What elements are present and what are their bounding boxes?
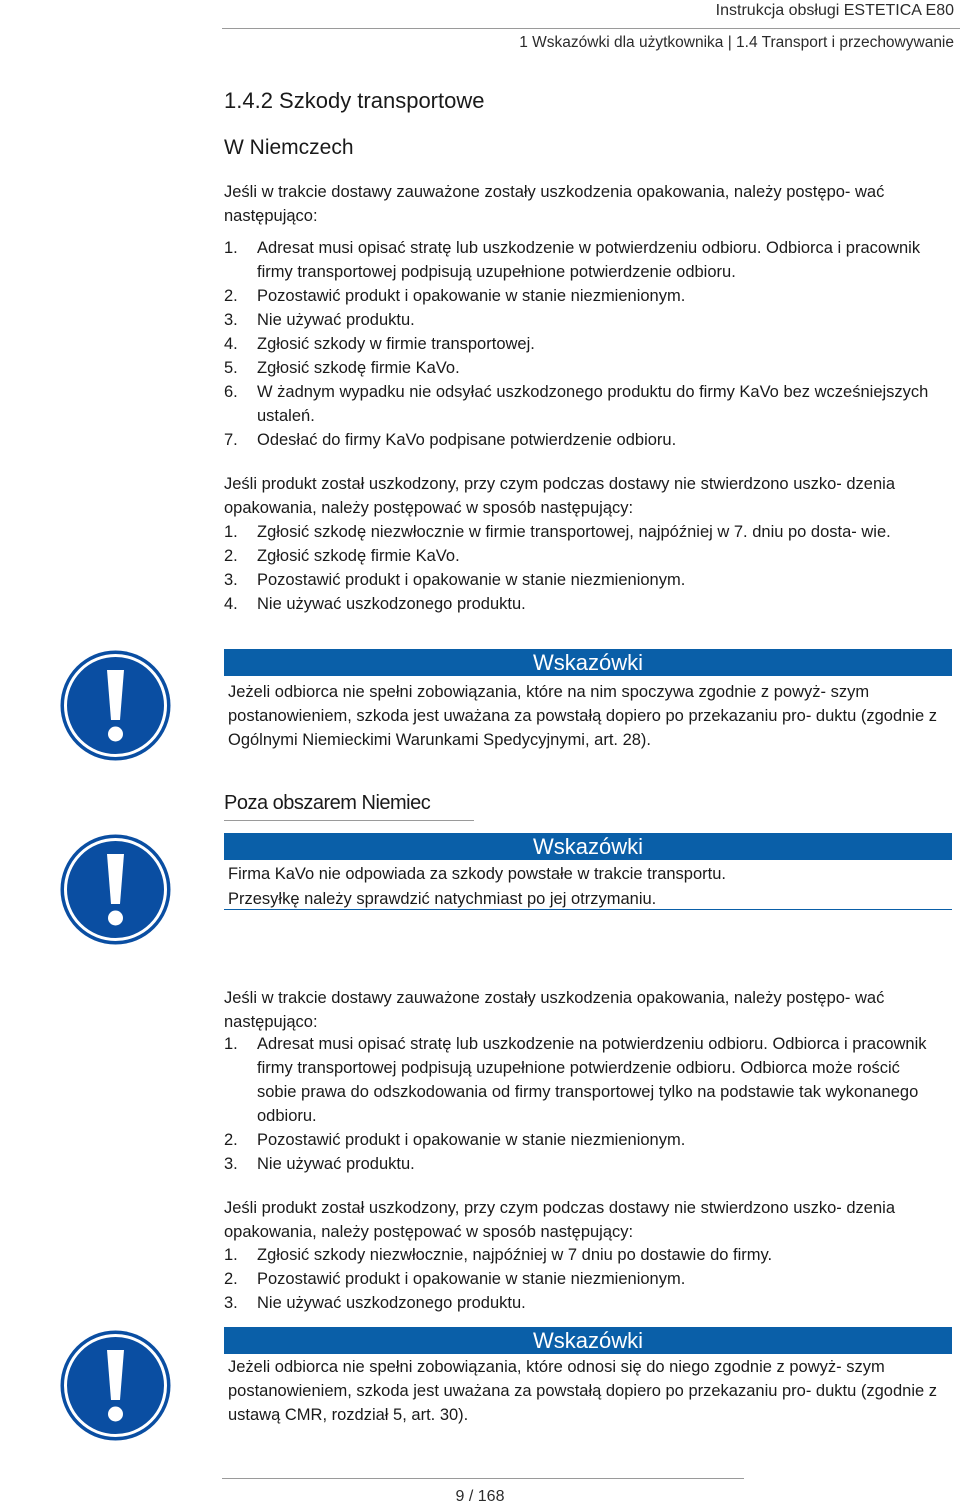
list-item-number: 3. <box>224 311 238 329</box>
list-item-text: Nie używać uszkodzonego produktu. <box>257 1294 526 1312</box>
list-item-text: Zgłosić szkodę firmie KaVo. <box>257 359 460 377</box>
outside-intro2: Jeśli produkt został uszkodzony, przy czym podczas dostawy nie stwierdzono uszko- dzenia opakowania, należy postępować w sposób następujący: <box>224 1199 895 1241</box>
list-item-text: Zgłosić szkodę firmie KaVo. <box>257 547 460 565</box>
germany-steps <box>224 236 929 452</box>
list-item-number: 3. <box>224 1155 238 1173</box>
list-item <box>224 332 929 356</box>
list-item-text: Nie używać produktu. <box>257 1155 415 1173</box>
list-item-number: 2. <box>224 547 238 565</box>
heading-underline <box>224 820 474 821</box>
list-item-number: 6. <box>224 383 238 401</box>
note-title: Wskazówki <box>532 834 643 859</box>
list-item-text: Pozostawić produkt i opakowanie w stanie niezmienionym. <box>257 287 686 305</box>
list-item <box>224 544 929 568</box>
list-item <box>224 308 929 332</box>
section-title: 1.4.2 Szkody transportowe <box>224 88 485 113</box>
list-item-text: Pozostawić produkt i opakowanie w stanie niezmienionym. <box>257 571 686 589</box>
list-item-number: 1. <box>224 1035 238 1053</box>
list-item-text: Adresat musi opisać stratę lub uszkodzenie na potwierdzeniu odbioru. Odbiorca i pracownik firmy transportowej podpisują uzupełnione potwierdzenie odbioru. Odbiorca może rościć sobie prawa do odszkodowania od firmy transportowej tylko na podstawie tak wykonanego odbioru. <box>257 1035 927 1125</box>
list-item <box>224 1291 929 1315</box>
outside-intro: Jeśli w trakcie dostawy zauważone zostały uszkodzenia opakowania, należy postępo- wać następująco: <box>224 989 885 1031</box>
list-item-number: 4. <box>224 335 238 353</box>
list-item-number: 2. <box>224 1270 238 1288</box>
note-header <box>224 1327 952 1354</box>
note-title: Wskazówki <box>532 650 643 675</box>
list-item-text: Adresat musi opisać stratę lub uszkodzenie w potwierdzeniu odbioru. Odbiorca i pracownik firmy transportowej podpisują uzupełnione potwierdzenie odbioru. <box>257 239 921 281</box>
document-title: Instrukcja obsługi ESTETICA E80 <box>715 2 954 19</box>
list-item-text: Pozostawić produkt i opakowanie w stanie niezmienionym. <box>257 1270 686 1288</box>
list-item <box>224 568 929 592</box>
list-item <box>224 1152 929 1176</box>
list-item-number: 7. <box>224 431 238 449</box>
note-line-2: Przesyłkę należy sprawdzić natychmiast po jej otrzymaniu. <box>228 890 657 908</box>
list-item <box>224 284 929 308</box>
list-item-number: 4. <box>224 595 238 613</box>
list-item-text: Pozostawić produkt i opakowanie w stanie niezmienionym. <box>257 1131 686 1149</box>
breadcrumb: 1 Wskazówki dla użytkownika | 1.4 Transport i przechowywanie <box>519 34 954 51</box>
list-item-number: 5. <box>224 359 238 377</box>
list-item-text: Nie używać produktu. <box>257 311 415 329</box>
note-line-1: Firma KaVo nie odpowiada za szkody powstałe w trakcie transportu. <box>228 865 726 883</box>
note-header <box>224 649 952 676</box>
outside-steps2 <box>224 1243 929 1315</box>
list-item-text: Odesłać do firmy KaVo podpisane potwierdzenie odbioru. <box>257 431 677 449</box>
outside-steps <box>224 1032 929 1176</box>
list-item <box>224 1267 929 1291</box>
list-item <box>224 1243 929 1267</box>
list-item-text: Zgłosić szkodę niezwłocznie w firmie transportowej, najpóźniej w 7. dniu po dosta- wie. <box>257 523 891 541</box>
list-item-number: 3. <box>224 571 238 589</box>
list-item <box>224 428 929 452</box>
list-item-number: 2. <box>224 287 238 305</box>
header-divider <box>222 28 960 29</box>
list-item <box>224 1128 929 1152</box>
page-number: 9 / 168 <box>455 1488 505 1505</box>
note-text: Jeżeli odbiorca nie spełni zobowiązania, które odnosi się do niego zgodnie z powyż- szym postanowieniem, szkoda jest uważana za powstałą dopiero po przekazaniu pro- duktu (zgodnie z ustawą CMR, rozdział 5, art. 30). <box>228 1358 938 1424</box>
note-divider <box>224 909 952 910</box>
list-item-number: 2. <box>224 1131 238 1149</box>
note-title: Wskazówki <box>532 1328 643 1353</box>
list-item <box>224 520 929 544</box>
list-item-number: 1. <box>224 523 238 541</box>
germany-heading: W Niemczech <box>224 136 354 159</box>
germany-intro: Jeśli w trakcie dostawy zauważone zostały uszkodzenia opakowania, należy postępo- wać następująco: <box>224 183 885 225</box>
list-item <box>224 380 929 428</box>
list-item <box>224 1032 929 1128</box>
outside-heading: Poza obszarem Niemiec <box>224 792 431 814</box>
list-item-number: 1. <box>224 239 238 257</box>
list-item-text: Zgłosić szkody niezwłocznie, najpóźniej w 7 dniu po dostawie do firmy. <box>257 1246 773 1264</box>
warning-icon <box>58 832 173 947</box>
list-item <box>224 592 929 616</box>
warning-icon <box>58 648 173 763</box>
germany-intro2: Jeśli produkt został uszkodzony, przy czym podczas dostawy nie stwierdzono uszko- dzenia opakowania, należy postępować w sposób następujący: <box>224 475 895 517</box>
note-text: Jeżeli odbiorca nie spełni zobowiązania, które na nim spoczywa zgodnie z powyż- szym postanowieniem, szkoda jest uważana za powstałą dopiero po przekazaniu pro- duktu (zgodnie z Ogólnymi Niemieckimi Warunkami Spedycyjnymi, art. 28). <box>228 683 938 749</box>
footer-divider <box>222 1478 744 1479</box>
list-item-number: 3. <box>224 1294 238 1312</box>
list-item-text: Nie używać uszkodzonego produktu. <box>257 595 526 613</box>
list-item <box>224 236 929 284</box>
warning-icon <box>58 1328 173 1443</box>
list-item-number: 1. <box>224 1246 238 1264</box>
note-header <box>224 833 952 860</box>
list-item-text: W żadnym wypadku nie odsyłać uszkodzonego produktu do firmy KaVo bez wcześniejszych ustaleń. <box>257 383 929 425</box>
germany-steps2 <box>224 520 929 616</box>
list-item-text: Zgłosić szkody w firmie transportowej. <box>257 335 535 353</box>
list-item <box>224 356 929 380</box>
